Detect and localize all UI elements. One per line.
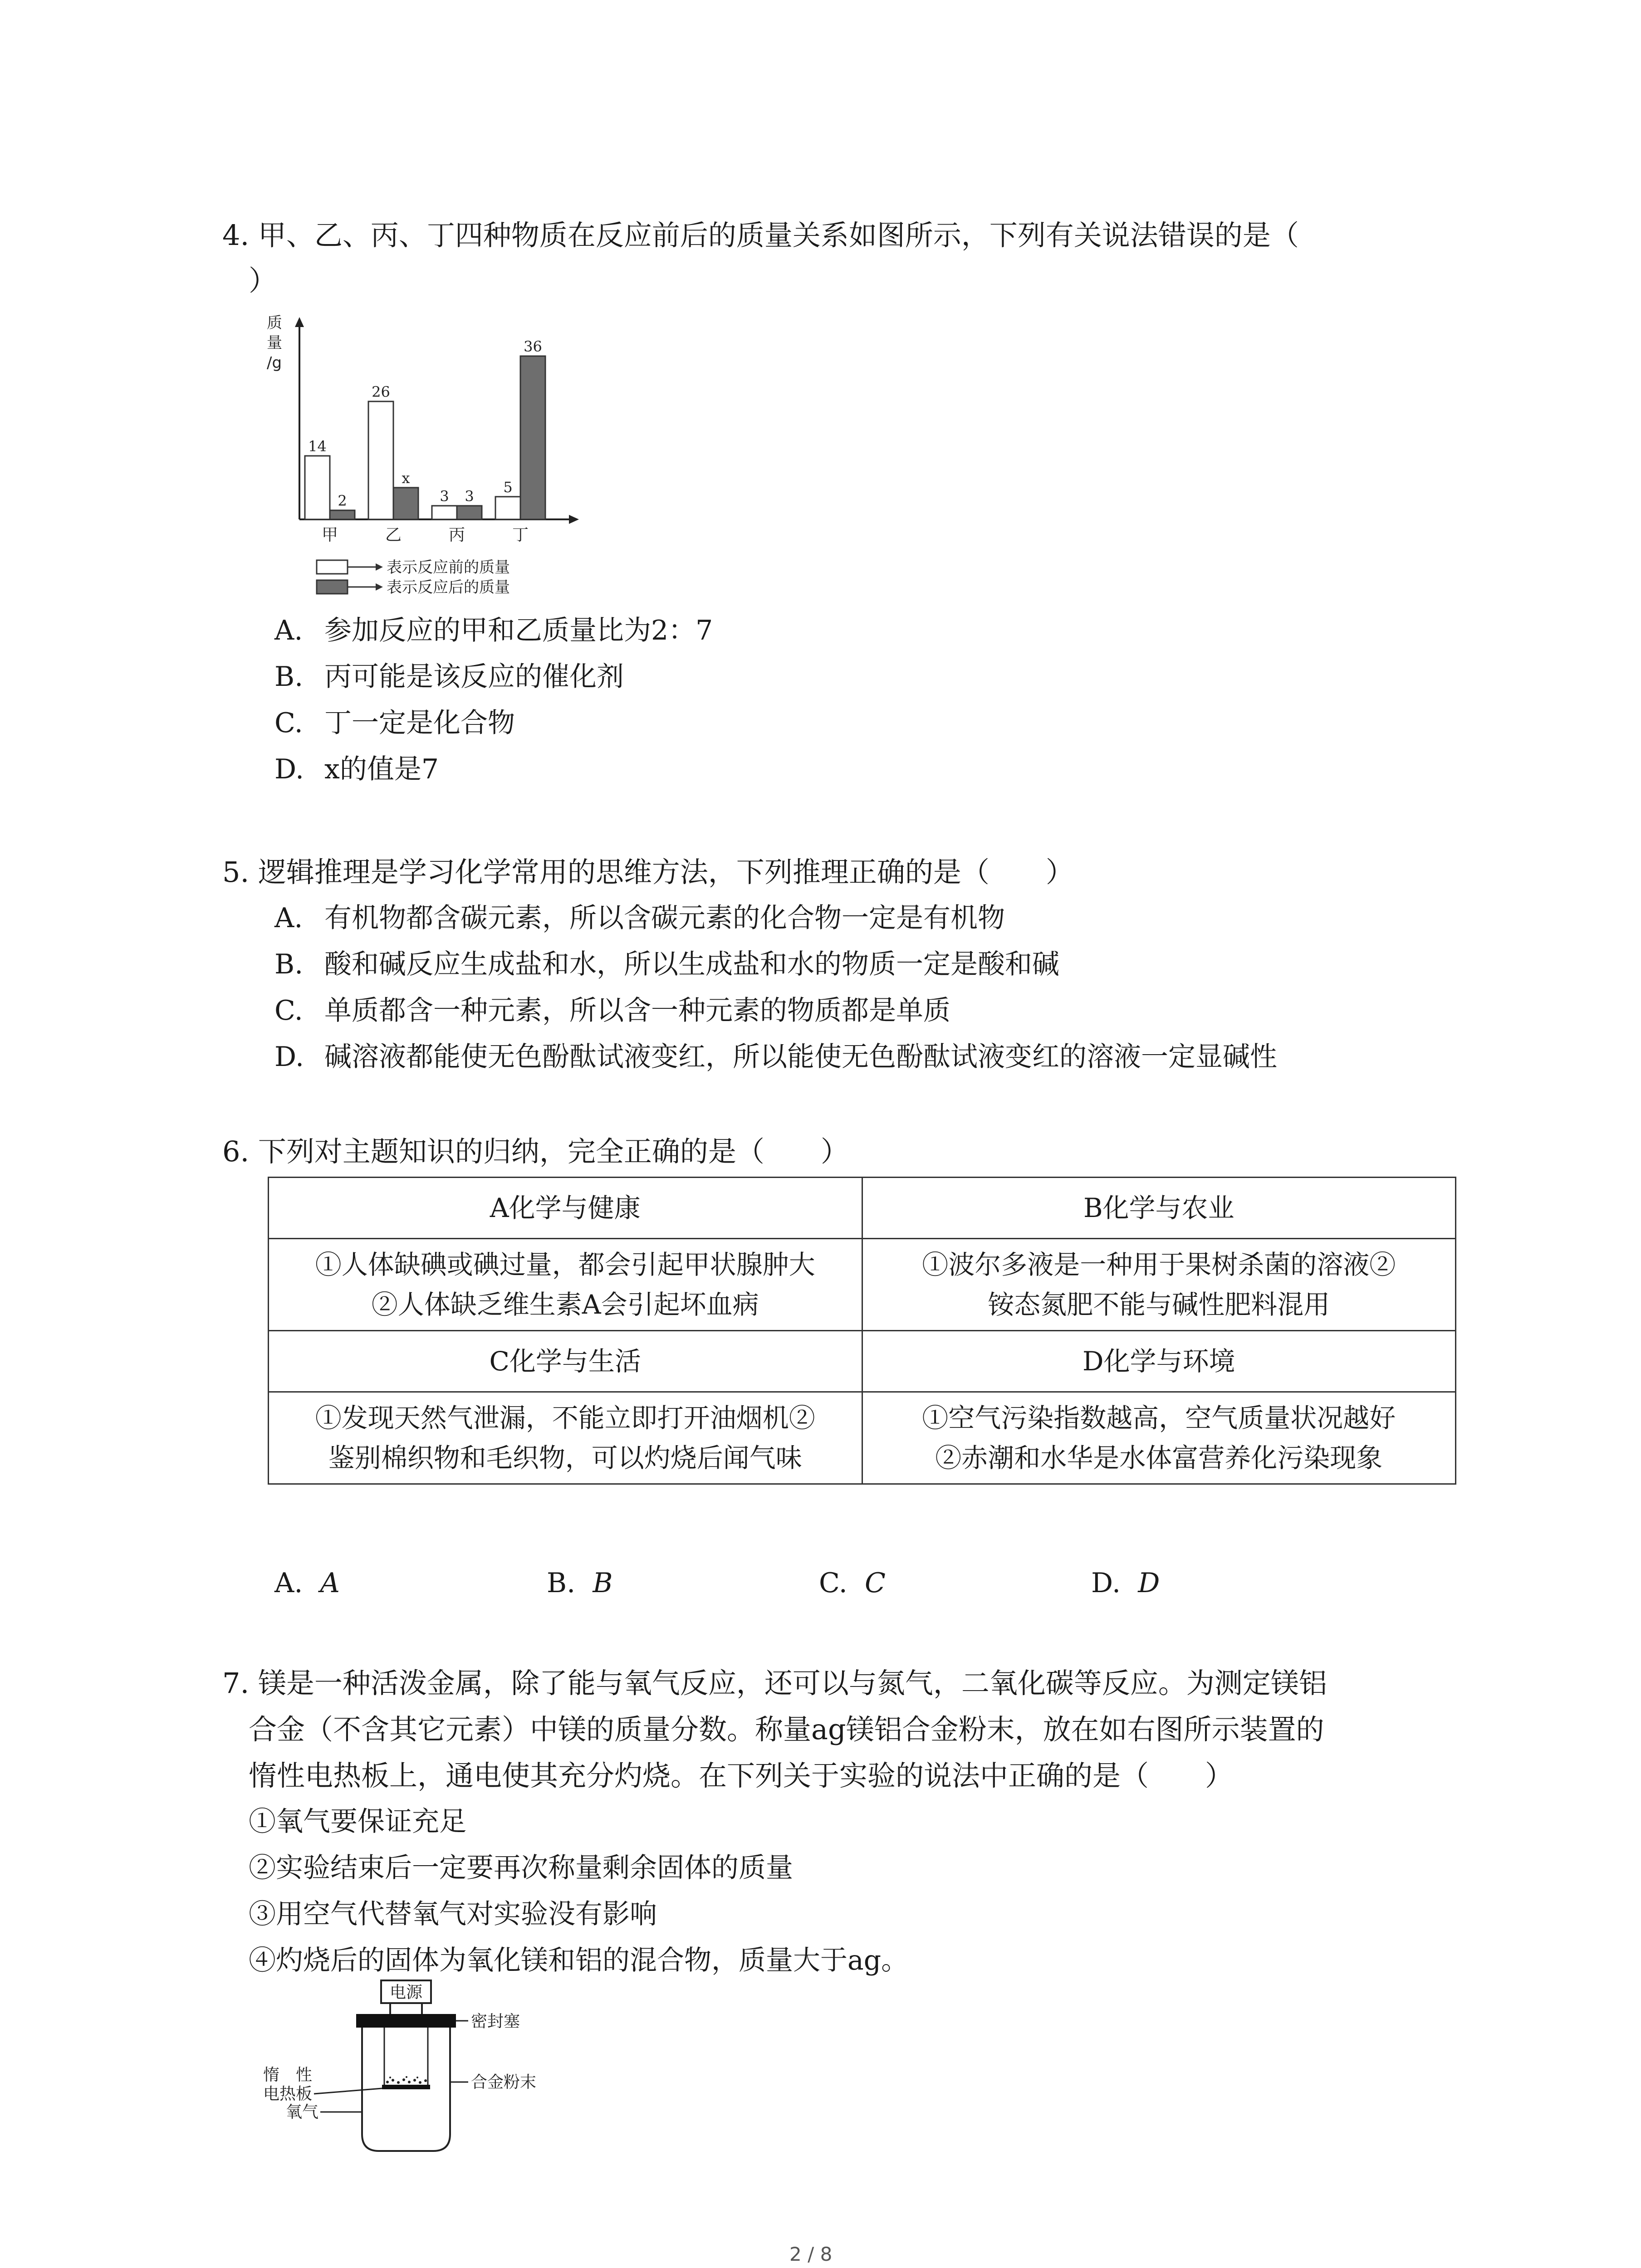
powder-label: 合金粉末 (471, 2073, 537, 2092)
option-label: B. (274, 661, 304, 693)
q7-item-4: ④灼烧后的固体为氧化镁和铝的混合物，质量大于ag。 (249, 1945, 909, 1976)
bar-after (457, 506, 482, 519)
legend-before-swatch (317, 560, 348, 574)
sealing-stopper (356, 2014, 456, 2028)
option-text: 单质都含一种元素，所以含一种元素的物质都是单质 (324, 995, 950, 1026)
q6-stem: 6. 下列对主题知识的归纳，完全正确的是（ ） (222, 1135, 849, 1168)
cell-line: ①人体缺碘或碘过量，都会引起甲状腺肿大 (315, 1249, 815, 1280)
legend-before-label: 表示反应前的质量 (387, 558, 510, 577)
option-label: D. (1091, 1567, 1121, 1599)
y-axis-label-part: /g (267, 354, 282, 372)
legend-after-arrowhead (376, 583, 383, 591)
q4-option-b (274, 661, 624, 693)
q6-answer-c (819, 1569, 886, 1597)
plate-label-line2: 电热板 (263, 2085, 313, 2103)
q5-stem: 5. 逻辑推理是学习化学常用的思维方法，下列推理正确的是（ ） (222, 855, 1074, 889)
q7-item-2: ②实验结束后一定要再次称量剩余固体的质量 (249, 1852, 793, 1884)
cell-c-head: C化学与生活 (269, 1331, 862, 1392)
category-label: 乙 (385, 526, 402, 544)
oxygen-label: 氧气 (286, 2103, 319, 2121)
plate-label-line1: 惰 性 (263, 2066, 313, 2084)
q6-answer-a (274, 1569, 340, 1597)
q7-item-3: ③用空气代替氧气对实验没有影响 (249, 1898, 657, 1930)
option-text: 有机物都含碳元素，所以含碳元素的化合物一定是有机物 (324, 902, 1005, 934)
q5-option-b (274, 948, 1059, 980)
cell-d-head: D化学与环境 (862, 1331, 1456, 1392)
q4-bar-chart (254, 302, 599, 606)
option-text: 参加反应的甲和乙质量比为2：7 (324, 615, 713, 646)
q4-option-a (274, 617, 713, 644)
cell-d-body (862, 1392, 1456, 1484)
option-text: 酸和碱反应生成盐和水，所以生成盐和水的物质一定是酸和碱 (324, 948, 1059, 980)
legend-before-arrowhead (376, 563, 383, 571)
y-axis-label-part: 质 (267, 314, 282, 332)
option-text: B (593, 1567, 613, 1599)
category-label: 丙 (448, 526, 465, 544)
bar-before (432, 506, 457, 519)
q6-answer-b (547, 1569, 612, 1597)
cell-line: ①发现天然气泄漏，不能立即打开油烟机② (315, 1403, 815, 1433)
option-text: A (320, 1567, 340, 1599)
option-label: A. (274, 615, 303, 646)
cell-line: ①空气污染指数越高，空气质量状况越好 (922, 1403, 1396, 1433)
bar-after (393, 488, 418, 519)
cell-line: ②人体缺乏维生素A会引起坏血病 (371, 1289, 759, 1320)
option-label: C. (274, 995, 303, 1026)
cell-line: ①波尔多液是一种用于果树杀菌的溶液② (922, 1249, 1396, 1280)
option-label: D. (274, 753, 304, 785)
q4-stem-line2: ） (249, 264, 277, 297)
option-text: 丙可能是该反应的催化剂 (324, 661, 624, 693)
option-text: D (1138, 1567, 1160, 1599)
option-label: B. (274, 948, 304, 980)
q7-stem-line3: 惰性电热板上，通电使其充分灼烧。在下列关于实验的说法中正确的是（ ） (249, 1759, 1234, 1792)
cell-line: ②赤潮和水华是水体富营养化污染现象 (935, 1442, 1383, 1473)
option-text: 丁一定是化合物 (324, 707, 515, 739)
q7-item-1: ①氧气要保证充足 (249, 1806, 466, 1838)
q7-apparatus-diagram (254, 1978, 590, 2168)
y-axis-label-part: 量 (267, 334, 282, 352)
q5-option-a (274, 904, 1005, 932)
x-axis-arrowhead (569, 515, 579, 524)
bar-value-label: 5 (503, 479, 513, 496)
cell-b-head: B化学与农业 (862, 1178, 1456, 1239)
bar-before (368, 401, 393, 519)
bar-value-label: 26 (372, 383, 390, 401)
option-label: A. (274, 902, 303, 934)
option-label: D. (274, 1041, 304, 1073)
power-source-label: 电源 (389, 1983, 423, 2002)
seal-label: 密封塞 (471, 2012, 520, 2031)
option-text: 碱溶液都能使无色酚酞试液变红，所以能使无色酚酞试液变红的溶液一定显碱性 (324, 1041, 1277, 1073)
cell-line: 鉴别棉织物和毛织物，可以灼烧后闻气味 (328, 1442, 802, 1473)
q5-option-c (274, 997, 950, 1024)
y-axis-arrowhead (295, 317, 304, 327)
option-text: C (865, 1567, 886, 1599)
legend-after-swatch (317, 580, 348, 594)
q6-answer-d (1091, 1569, 1160, 1597)
q7-stem-line1: 7. 镁是一种活泼金属，除了能与氧气反应，还可以与氮气，二氧化碳等反应。为测定镁铝 (222, 1667, 1327, 1700)
q7-stem-line2: 合金（不含其它元素）中镁的质量分数。称量ag镁铝合金粉末，放在如右图所示装置的 (249, 1713, 1324, 1746)
bar-before (305, 456, 330, 519)
category-label: 丁 (512, 526, 529, 544)
q5-option-d (274, 1041, 1277, 1073)
bar-value-label: 3 (465, 488, 474, 505)
cell-a-head: A化学与健康 (269, 1178, 862, 1239)
bar-value-label: 14 (308, 438, 327, 455)
bar-after (330, 510, 355, 519)
heating-plate (382, 2085, 430, 2089)
bar-value-label: x (402, 469, 410, 487)
legend-after-label: 表示反应后的质量 (387, 578, 510, 596)
cell-a-body (269, 1239, 862, 1331)
q4-option-c (274, 709, 515, 737)
q6-topic-table (268, 1177, 1456, 1485)
option-label: C. (274, 707, 303, 739)
option-label: A. (274, 1567, 303, 1599)
cell-c-body (269, 1392, 862, 1484)
alloy-powder (386, 2076, 427, 2084)
option-text: x的值是7 (324, 753, 439, 785)
bar-after (520, 356, 545, 519)
page-number: 2 / 8 (789, 2243, 833, 2265)
cell-b-body (862, 1239, 1456, 1331)
cell-line: 铵态氮肥不能与碱性肥料混用 (988, 1289, 1330, 1320)
option-label: B. (547, 1567, 576, 1599)
option-label: C. (819, 1567, 847, 1599)
bar-value-label: 3 (440, 488, 449, 505)
q4-option-d (274, 753, 439, 785)
bar-value-label: 36 (524, 338, 542, 355)
plate-leader-line (314, 2088, 382, 2094)
bar-before (495, 497, 520, 519)
q4-stem-line1: 4. 甲、乙、丙、丁四种物质在反应前后的质量关系如图所示，下列有关说法错误的是（ (222, 219, 1299, 252)
category-label: 甲 (321, 526, 338, 544)
bar-value-label: 2 (338, 492, 347, 509)
